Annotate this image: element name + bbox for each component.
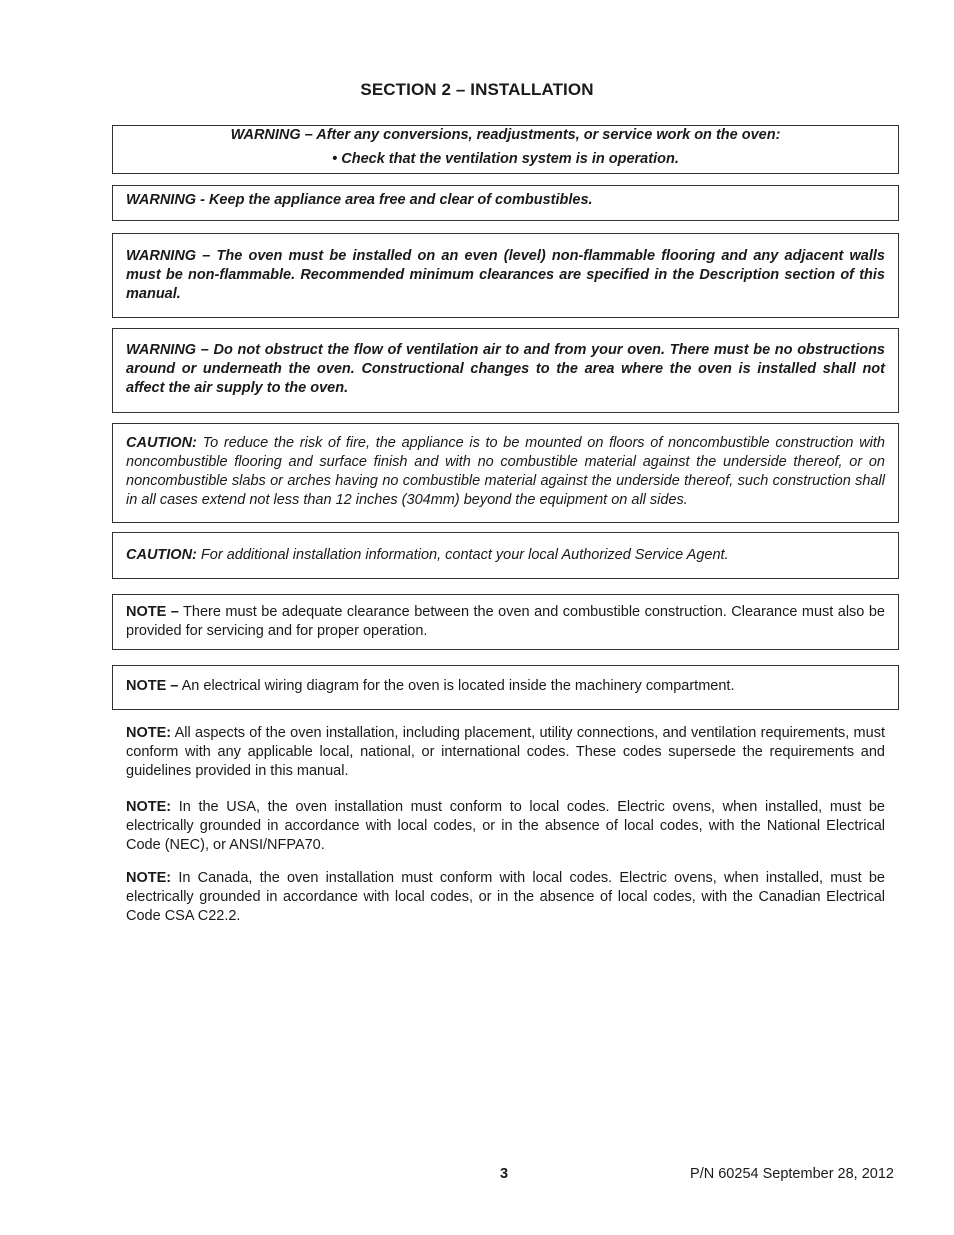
note-box-wiring-diagram <box>112 665 899 710</box>
note-label: NOTE: <box>126 870 172 886</box>
warning-text: WARNING - Keep the appliance area free and clear of combustibles. <box>126 192 593 208</box>
note-label: NOTE: <box>126 799 172 815</box>
warning-text: WARNING – The oven must be installed on an even (level) non-flammable flooring and any adjacent walls must be non-flammable. Recommended minimum clearances are specified in the Description section of this manual. <box>126 248 885 302</box>
note-box-clearance <box>112 594 899 650</box>
caution-box-fire-risk <box>112 423 899 523</box>
note-text: In Canada, the oven installation must conform with local codes. Electric ovens, when installed, must be electrically grounded in accordance with local codes, or in the absence of local codes, with the Canadian Electrical Code CSA C22.2. <box>126 870 885 924</box>
note-label: NOTE – <box>126 678 179 694</box>
note-paragraph-usa <box>126 798 885 855</box>
note-label: NOTE: <box>126 725 172 741</box>
caution-label: CAUTION: <box>126 435 197 451</box>
note-text-block <box>126 677 885 696</box>
caution-label: CAUTION: <box>126 547 197 563</box>
caution-text-block <box>126 546 885 565</box>
page-title: SECTION 2 – INSTALLATION <box>360 80 594 99</box>
part-number-date: P/N 60254 September 28, 2012 <box>690 1166 894 1182</box>
warning-box-ventilation-check <box>112 125 899 174</box>
note-paragraph-canada <box>126 869 885 926</box>
caution-text: To reduce the risk of fire, the appliance is to be mounted on floors of noncombustible construction with noncombustible flooring and surface finish and with no combustible material against the underside thereof, or on noncombustible slabs or arches having no combustible material against the underside thereof, such construction shall in all cases extend not less than 12 inches (304mm) beyond the equipment on all sides. <box>126 435 885 508</box>
note-text-block <box>126 603 885 641</box>
note-paragraph-codes <box>126 724 885 781</box>
caution-text-block <box>126 434 885 510</box>
warning-box-flooring <box>112 233 899 318</box>
caution-box-service-agent <box>112 532 899 579</box>
warning-box-airflow <box>112 328 899 413</box>
warning-text: WARNING – After any conversions, readjustments, or service work on the oven: <box>230 127 781 143</box>
note-text: All aspects of the oven installation, including placement, utility connections, and ventilation requirements, must conform with any applicable local, national, or international codes. These codes supersede the requirements and guidelines provided in this manual. <box>126 725 885 779</box>
note-text: In the USA, the oven installation must conform to local codes. Electric ovens, when installed, must be electrically grounded in accordance with local codes, or in the absence of local codes, with the National Electrical Code (NEC), or ANSI/NFPA70. <box>126 799 885 853</box>
note-label: NOTE – <box>126 604 179 620</box>
note-text: An electrical wiring diagram for the oven is located inside the machinery compartment. <box>181 678 735 694</box>
warning-bullet: • Check that the ventilation system is in operation. <box>332 151 679 167</box>
page-number: 3 <box>500 1166 509 1182</box>
warning-box-combustibles <box>112 185 899 221</box>
note-text: There must be adequate clearance between the oven and combustible construction. Clearance must also be provided for servicing and for proper operation. <box>126 604 885 639</box>
caution-text: For additional installation information, contact your local Authorized Service Agent. <box>200 547 729 563</box>
warning-text: WARNING – Do not obstruct the flow of ventilation air to and from your oven. There must be no obstructions around or underneath the oven. Constructional changes to the area where the oven is installed shall not affect the air supply to the oven. <box>126 342 885 396</box>
